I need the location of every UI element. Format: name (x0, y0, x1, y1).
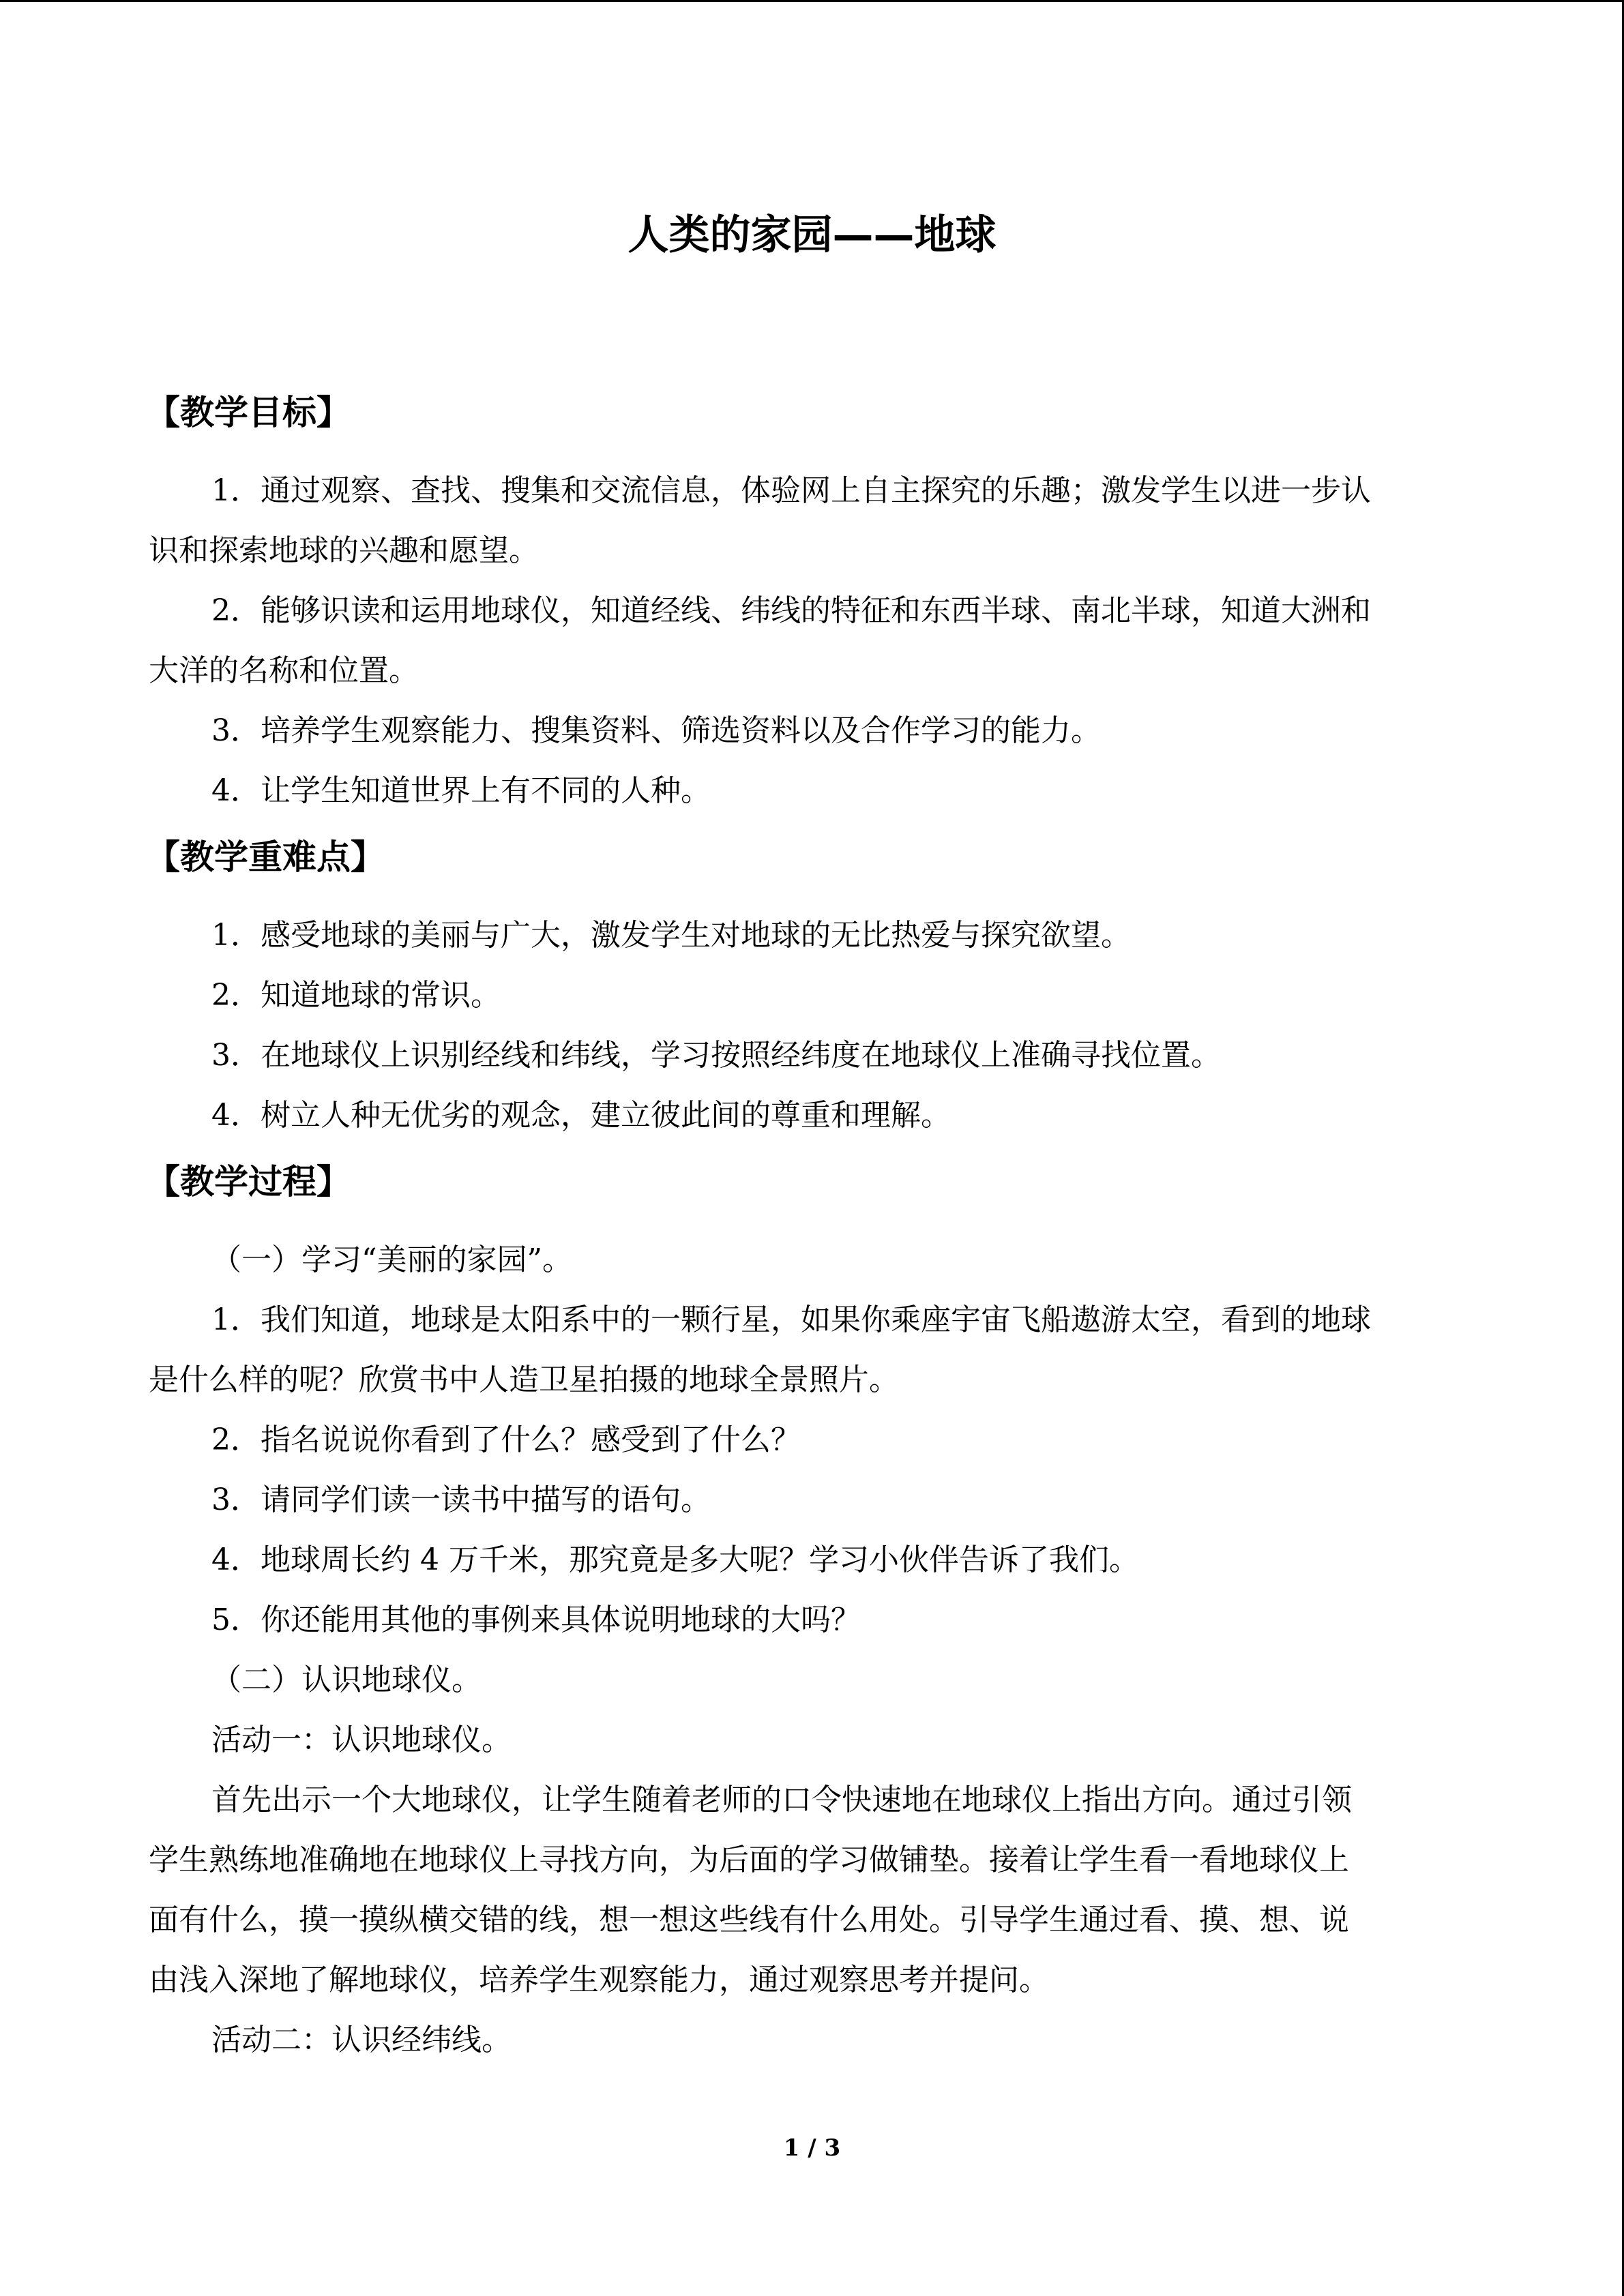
process-line-7: 5．你还能用其他的事例来具体说明地球的大吗？ (211, 1602, 861, 1637)
heading-process: 【教学过程】 (146, 1162, 351, 1202)
page-number: 1 / 3 (783, 2134, 841, 2162)
heading-key-points: 【教学重难点】 (146, 837, 385, 877)
document-body (146, 382, 1475, 2076)
section-key-points (146, 826, 1475, 1146)
page-border-top (0, 0, 1624, 2)
process-line-6: 4．地球周长约 4 万千米，那究竟是多大呢？学习小伙伴告诉了我们。 (211, 1542, 1139, 1577)
process-line-5: 3．请同学们读一读书中描写的语句。 (211, 1482, 711, 1517)
key-points-line-3: 3．在地球仪上识别经线和纬线，学习按照经纬度在地球仪上准确寻找位置。 (211, 1038, 1221, 1073)
process-line-3: 是什么样的呢？欣赏书中人造卫星拍摄的地球全景照片。 (149, 1362, 899, 1397)
objectives-line-6: 4．让学生知道世界上有不同的人种。 (211, 773, 711, 808)
process-line-14: 活动二：认识经纬线。 (211, 2023, 512, 2057)
objectives-line-2: 识和探索地球的兴趣和愿望。 (149, 533, 539, 568)
process-line-2: 1．我们知道，地球是太阳系中的一颗行星，如果你乘座宇宙飞船遨游太空，看到的地球 (211, 1302, 1371, 1337)
process-line-8: （二）认识地球仪。 (211, 1663, 482, 1697)
section-process (146, 1151, 1475, 2070)
objectives-line-5: 3．培养学生观察能力、搜集资料、筛选资料以及合作学习的能力。 (211, 713, 1101, 748)
process-line-9: 活动一：认识地球仪。 (211, 1723, 512, 1757)
key-points-line-4: 4．树立人种无优劣的观念，建立彼此间的尊重和理解。 (211, 1098, 951, 1133)
key-points-line-2: 2．知道地球的常识。 (211, 978, 501, 1013)
objectives-line-1: 1．通过观察、查找、搜集和交流信息，体验网上自主探究的乐趣；激发学生以进一步认 (211, 473, 1371, 508)
process-line-12: 面有什么，摸一摸纵横交错的线，想一想这些线有什么用处。引导学生通过看、摸、想、说 (149, 1903, 1349, 1937)
process-line-11: 学生熟练地准确地在地球仪上寻找方向，为后面的学习做铺垫。接着让学生看一看地球仪上 (149, 1843, 1349, 1877)
heading-objectives: 【教学目标】 (146, 393, 351, 432)
section-objectives (146, 382, 1475, 821)
objectives-line-4: 大洋的名称和位置。 (149, 653, 419, 688)
process-line-10: 首先出示一个大地球仪，让学生随着老师的口令快速地在地球仪上指出方向。通过引领 (211, 1783, 1352, 1817)
process-line-4: 2．指名说说你看到了什么？感受到了什么？ (211, 1422, 801, 1457)
process-line-1: （一）学习“美丽的家园”。 (211, 1242, 572, 1277)
document-title: 人类的家园——地球 (628, 211, 996, 259)
process-line-13: 由浅入深地了解地球仪，培养学生观察能力，通过观察思考并提问。 (149, 1963, 1049, 1997)
key-points-line-1: 1．感受地球的美丽与广大，激发学生对地球的无比热爱与探究欲望。 (211, 918, 1131, 953)
objectives-line-3: 2．能够识读和运用地球仪，知道经线、纬线的特征和东西半球、南北半球，知道大洲和 (211, 593, 1371, 628)
